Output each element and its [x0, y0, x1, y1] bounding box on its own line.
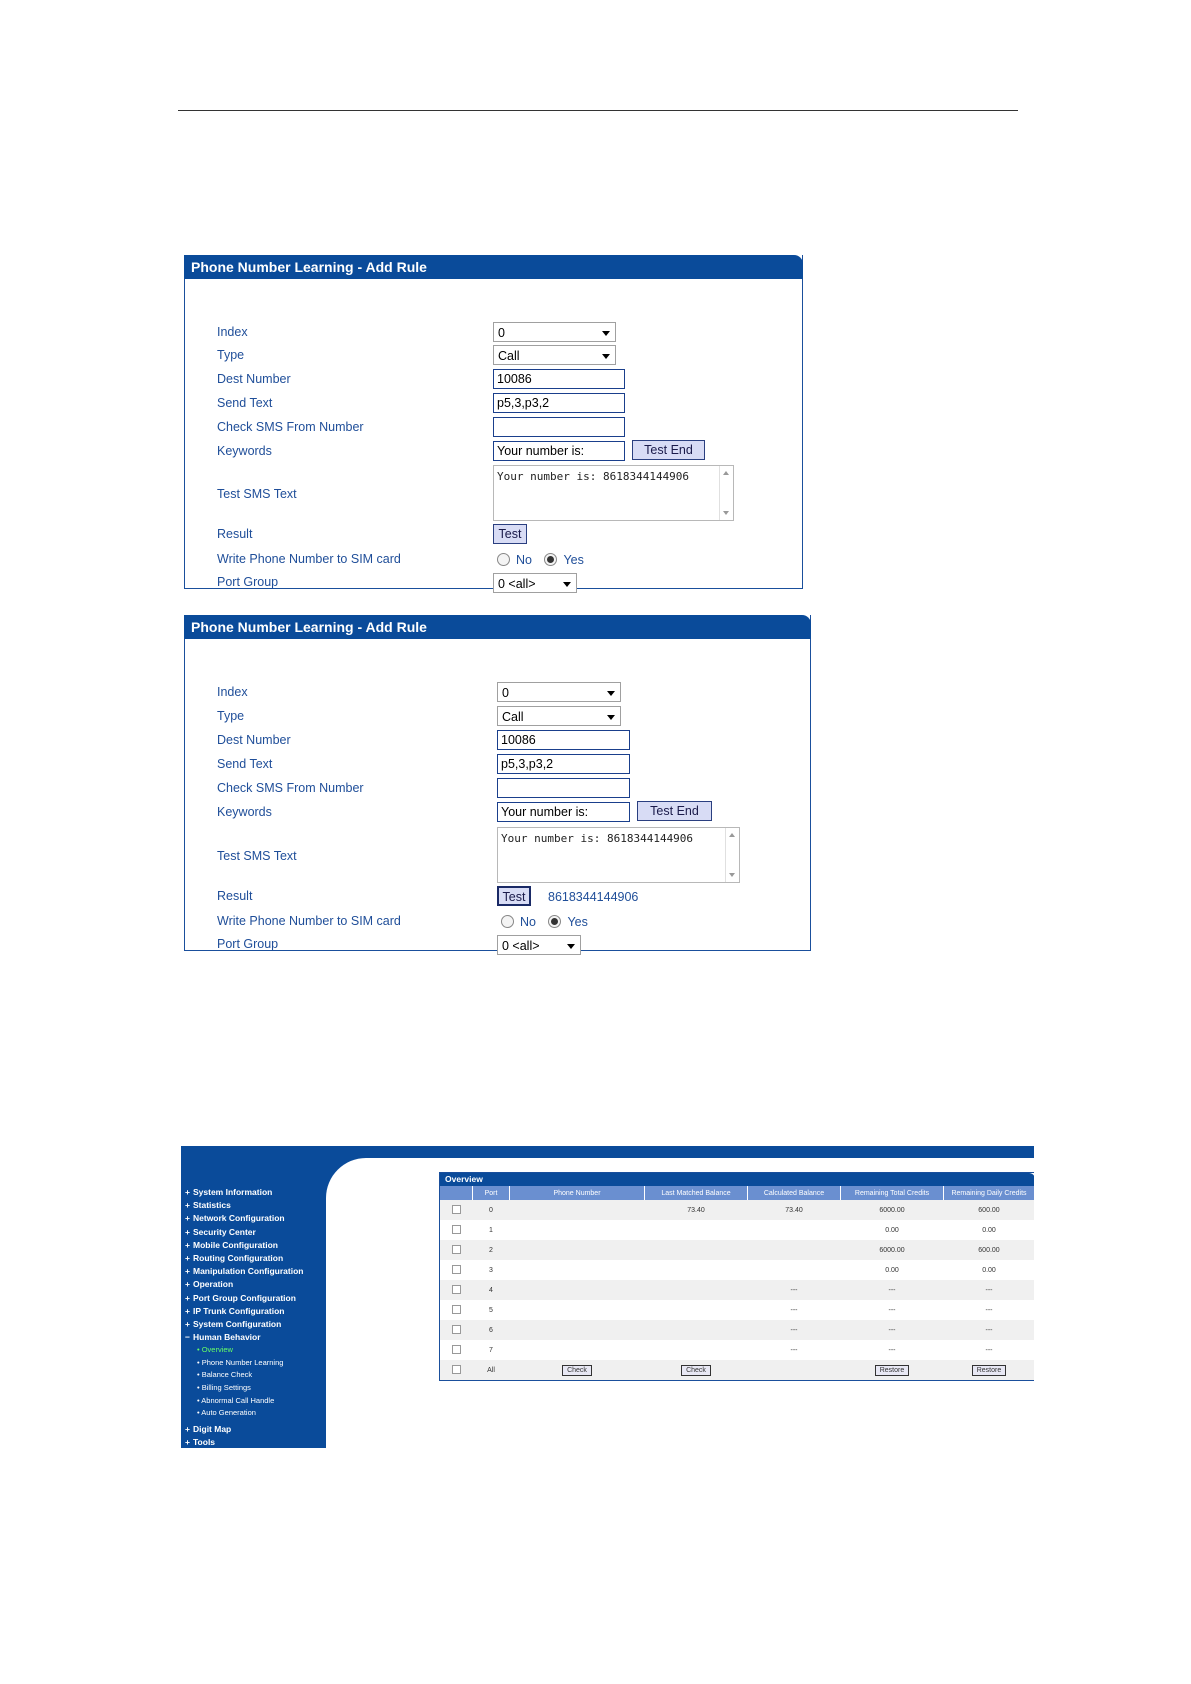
cell	[645, 1280, 748, 1300]
row-checkbox[interactable]	[452, 1225, 461, 1234]
scrollbar[interactable]	[719, 466, 733, 520]
add-rule-panel-1	[184, 255, 803, 589]
port-group-select[interactable]	[493, 573, 577, 593]
panel-title: Phone Number Learning - Add Rule	[184, 615, 811, 639]
chevron-down-icon	[602, 331, 610, 336]
sidebar-item-label: Tools	[193, 1437, 216, 1447]
cell: ---	[748, 1280, 841, 1300]
radio-yes[interactable]	[548, 915, 561, 928]
cell: ---	[748, 1320, 841, 1340]
scroll-down-icon	[723, 511, 729, 515]
cell: ---	[790, 1306, 798, 1314]
sidebar-sub-label: Abnormal Call Handle	[201, 1395, 275, 1405]
test-button[interactable]: Test	[497, 886, 531, 906]
sidebar-sub-phone-number-learning[interactable]: • Phone Number Learning	[197, 1357, 284, 1367]
cell: ---	[944, 1320, 1035, 1340]
overview-table	[440, 1186, 1034, 1380]
test-sms-text-label: Test SMS Text	[217, 487, 297, 501]
index-select[interactable]	[493, 322, 616, 342]
cell	[510, 1240, 645, 1260]
cell	[510, 1320, 645, 1340]
table-row	[440, 1280, 1034, 1300]
table-row	[440, 1220, 1034, 1240]
col-select	[440, 1186, 473, 1200]
index-label: Index	[217, 685, 248, 699]
result-label: Result	[217, 527, 253, 541]
table-row	[440, 1300, 1034, 1320]
check-balance-button[interactable]: Check	[681, 1365, 711, 1376]
row-checkbox[interactable]	[452, 1305, 461, 1314]
port-group-label: Port Group	[217, 575, 279, 589]
cell	[510, 1200, 645, 1220]
sidebar-item-ip-trunk[interactable]: + IP Trunk Configuration	[185, 1305, 285, 1316]
page-rule	[178, 110, 1018, 111]
sidebar-sub-abnormal-call[interactable]: • Abnormal Call Handle	[197, 1395, 275, 1405]
sidebar-item-port-group[interactable]: + Port Group Configuration	[185, 1292, 296, 1303]
row-checkbox[interactable]	[452, 1265, 461, 1274]
cell	[748, 1240, 841, 1260]
restore-total-button[interactable]: Restore	[875, 1365, 910, 1376]
radio-no-label: No	[520, 915, 536, 929]
cell: ---	[790, 1346, 798, 1354]
cell: 5	[489, 1306, 493, 1314]
chevron-down-icon	[567, 944, 575, 949]
write-phone-label: Write Phone Number to SIM card	[217, 552, 401, 566]
sidebar-item-label: Mobile Configuration	[193, 1239, 278, 1250]
cell: 600.00	[944, 1200, 1035, 1220]
sidebar-item-label: Human Behavior	[193, 1332, 261, 1343]
radio-no[interactable]	[501, 915, 514, 928]
cell: ---	[841, 1320, 944, 1340]
cell: 6000.00	[841, 1200, 944, 1220]
sidebar-item-routing[interactable]: + Routing Configuration	[185, 1252, 284, 1263]
table-row	[440, 1240, 1034, 1260]
cell: ---	[985, 1346, 993, 1354]
sidebar-item-label: Statistics	[193, 1200, 231, 1211]
cell: ---	[841, 1280, 944, 1300]
sidebar-sub-label: Phone Number Learning	[201, 1357, 284, 1367]
table-row	[440, 1340, 1034, 1360]
sidebar-item-label: System Configuration	[193, 1318, 282, 1329]
sidebar-sub-billing-settings[interactable]: • Billing Settings	[197, 1383, 251, 1393]
test-end-button[interactable]: Test End	[632, 440, 705, 460]
sidebar-item-label: Security Center	[193, 1226, 256, 1237]
cell	[748, 1260, 841, 1280]
test-sms-text-value: Your number is: 8618344144906	[501, 832, 694, 845]
row-checkbox[interactable]	[452, 1245, 461, 1254]
sidebar-item-human-behavior[interactable]: − Human Behavior	[185, 1332, 261, 1343]
dest-number-input[interactable]: 10086	[497, 730, 630, 750]
panel-title: Phone Number Learning - Add Rule	[184, 255, 803, 279]
type-select[interactable]	[497, 706, 621, 726]
sidebar-item-mobile[interactable]: + Mobile Configuration	[185, 1239, 278, 1250]
sidebar-item-system-config[interactable]: + System Configuration	[185, 1318, 282, 1329]
type-value: Call	[502, 710, 524, 724]
row-checkbox[interactable]	[452, 1285, 461, 1294]
row-checkbox[interactable]	[452, 1325, 461, 1334]
chevron-down-icon	[563, 582, 571, 587]
cell	[510, 1300, 645, 1320]
dest-number-input[interactable]: 10086	[493, 369, 625, 389]
radio-no[interactable]	[497, 553, 510, 566]
sidebar-sub-label: Balance Check	[201, 1370, 253, 1380]
col-phone-number: Phone Number	[510, 1186, 645, 1200]
index-value: 0	[502, 686, 509, 700]
cell: 1	[489, 1226, 493, 1234]
test-sms-textarea[interactable]	[493, 465, 734, 521]
cell: 2	[473, 1240, 510, 1260]
cell: 73.40	[748, 1200, 841, 1220]
test-button[interactable]: Test	[493, 524, 527, 544]
cell: 0.00	[885, 1226, 899, 1234]
cell-all: All	[473, 1360, 510, 1380]
sidebar-item-digit-map[interactable]: + Digit Map	[185, 1423, 232, 1434]
type-label: Type	[217, 348, 245, 362]
cell	[510, 1220, 645, 1240]
add-rule-panel-2	[184, 615, 811, 951]
cell: 0.00	[982, 1226, 996, 1234]
cell: 0.00	[982, 1266, 996, 1274]
cell: 0.00	[885, 1266, 899, 1274]
dest-number-label: Dest Number	[217, 733, 291, 747]
scroll-up-icon	[723, 471, 729, 475]
check-sms-label: Check SMS From Number	[217, 781, 364, 795]
sidebar-item-manipulation[interactable]: + Manipulation Configuration	[185, 1266, 304, 1277]
radio-yes-label: Yes	[563, 553, 584, 567]
col-remaining-daily: Remaining Daily Credits	[944, 1186, 1035, 1200]
chevron-down-icon	[607, 715, 615, 720]
chevron-down-icon	[607, 691, 615, 696]
cell: 6000.00	[841, 1240, 944, 1260]
test-end-button[interactable]: Test End	[637, 801, 712, 821]
port-group-value: 0 <all>	[498, 577, 536, 591]
cell	[645, 1340, 748, 1360]
cell	[510, 1260, 645, 1280]
keywords-label: Keywords	[217, 444, 272, 458]
sidebar-sub-label: Auto Generation	[201, 1408, 256, 1418]
scroll-up-icon	[729, 833, 735, 837]
cell	[510, 1280, 645, 1300]
check-sms-input[interactable]	[497, 778, 630, 798]
cell: 3	[489, 1266, 493, 1274]
test-sms-text-label: Test SMS Text	[217, 849, 297, 863]
result-value: 8618344144906	[548, 890, 639, 904]
port-group-value: 0 <all>	[502, 939, 540, 953]
test-sms-textarea[interactable]	[497, 827, 740, 883]
cell: ---	[888, 1306, 896, 1314]
overview-panel	[439, 1172, 1034, 1381]
keywords-label: Keywords	[217, 805, 272, 819]
check-phone-button[interactable]: Check	[562, 1365, 592, 1376]
cell: 7	[489, 1346, 493, 1354]
cell	[645, 1260, 748, 1280]
table-row	[440, 1200, 1034, 1220]
sidebar-sub-auto-generation[interactable]: • Auto Generation	[197, 1408, 256, 1418]
col-port: Port	[473, 1186, 510, 1200]
overview-title: Overview	[440, 1173, 1034, 1186]
write-phone-radio-group	[501, 913, 596, 931]
check-sms-input[interactable]	[493, 417, 625, 437]
type-label: Type	[217, 709, 245, 723]
scroll-down-icon	[729, 873, 735, 877]
cell: 73.40	[645, 1200, 748, 1220]
cell	[645, 1300, 748, 1320]
radio-yes[interactable]	[544, 553, 557, 566]
sidebar-sub-balance-check[interactable]: • Balance Check	[197, 1370, 253, 1380]
overview-screenshot	[181, 1146, 1034, 1448]
type-value: Call	[498, 349, 520, 363]
sidebar-item-operation[interactable]: + Operation	[185, 1279, 234, 1290]
cell: 600.00	[944, 1240, 1035, 1260]
keywords-input[interactable]: Your number is:	[493, 441, 625, 461]
cell	[510, 1340, 645, 1360]
restore-daily-button[interactable]: Restore	[972, 1365, 1007, 1376]
test-sms-text-value: Your number is: 8618344144906	[497, 470, 690, 483]
col-remaining-total: Remaining Total Credits	[841, 1186, 944, 1200]
sidebar-item-label: Routing Configuration	[193, 1252, 284, 1263]
port-group-label: Port Group	[217, 937, 279, 951]
cell: 4	[473, 1280, 510, 1300]
col-calculated-balance: Calculated Balance	[748, 1186, 841, 1200]
sidebar-sub-overview[interactable]: • Overview	[197, 1345, 233, 1355]
cell	[748, 1220, 841, 1240]
sidebar-item-system-information[interactable]: + System Information	[185, 1187, 273, 1197]
radio-no-label: No	[516, 553, 532, 567]
port-group-select[interactable]	[497, 935, 581, 955]
write-phone-label: Write Phone Number to SIM card	[217, 914, 401, 928]
check-sms-label: Check SMS From Number	[217, 420, 364, 434]
dest-number-label: Dest Number	[217, 372, 291, 386]
send-text-label: Send Text	[217, 757, 273, 771]
sidebar-item-network[interactable]: + Network Configuration	[185, 1213, 285, 1224]
cell: ---	[944, 1280, 1035, 1300]
cell	[645, 1240, 748, 1260]
sidebar-item-label: System Information	[193, 1187, 273, 1197]
index-select[interactable]	[497, 682, 621, 702]
col-last-matched-balance: Last Matched Balance	[645, 1186, 748, 1200]
send-text-label: Send Text	[217, 396, 273, 410]
index-label: Index	[217, 325, 248, 339]
sidebar-item-label: IP Trunk Configuration	[193, 1305, 285, 1316]
cell	[645, 1220, 748, 1240]
keywords-input[interactable]: Your number is:	[497, 802, 630, 822]
sidebar-item-label: Operation	[193, 1279, 234, 1290]
sidebar-item-label: Manipulation Configuration	[193, 1266, 304, 1277]
sidebar-item-security[interactable]: + Security Center	[185, 1226, 256, 1237]
index-value: 0	[498, 326, 505, 340]
cell: 6	[473, 1320, 510, 1340]
result-label: Result	[217, 889, 253, 903]
sidebar-item-label: Digit Map	[193, 1423, 232, 1434]
cell	[645, 1320, 748, 1340]
chevron-down-icon	[602, 354, 610, 359]
row-checkbox[interactable]	[452, 1205, 461, 1214]
cell: ---	[888, 1346, 896, 1354]
type-select[interactable]	[493, 345, 616, 365]
sidebar-item-label: Network Configuration	[193, 1213, 285, 1224]
row-checkbox[interactable]	[452, 1345, 461, 1354]
radio-yes-label: Yes	[567, 915, 588, 929]
send-text-input[interactable]: p5,3,p3,2	[493, 393, 625, 413]
table-footer-row	[440, 1360, 1034, 1380]
table-row	[440, 1260, 1034, 1280]
sidebar-menu	[185, 1186, 303, 1448]
cell: 0	[473, 1200, 510, 1220]
sidebar-sub-label: Overview	[201, 1345, 233, 1355]
write-phone-radio-group	[497, 551, 592, 569]
sidebar-item-label: Port Group Configuration	[193, 1292, 296, 1303]
sidebar-item-tools[interactable]: + Tools	[185, 1437, 216, 1447]
send-text-input[interactable]: p5,3,p3,2	[497, 754, 630, 774]
select-all-checkbox[interactable]	[452, 1365, 461, 1374]
cell: ---	[985, 1306, 993, 1314]
table-row	[440, 1320, 1034, 1340]
sidebar-sub-label: Billing Settings	[201, 1383, 251, 1393]
scrollbar[interactable]	[725, 828, 739, 882]
sidebar-item-statistics[interactable]: + Statistics	[185, 1200, 231, 1211]
